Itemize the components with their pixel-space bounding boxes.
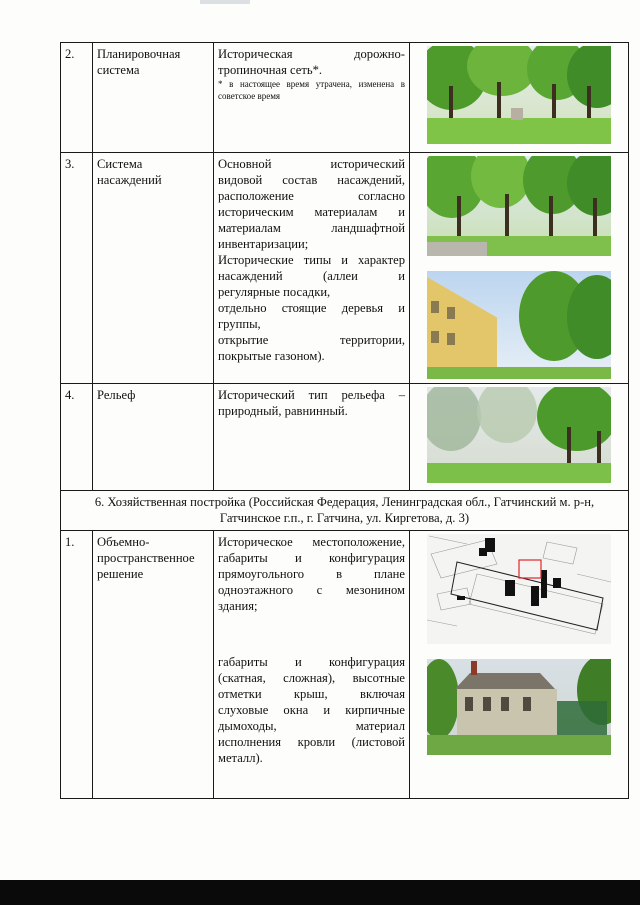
row-images <box>410 531 629 799</box>
description-line: природный, равнинный. <box>218 404 348 418</box>
row-number: 3. <box>61 153 93 384</box>
row-description <box>214 43 410 153</box>
description-line: регулярные посадки, <box>218 285 331 299</box>
description-line: слуховые окна и кирпичные <box>218 703 405 717</box>
outbuilding-photo <box>427 659 611 755</box>
row-name-line: Система <box>97 157 143 171</box>
row-name-line: Объемно- <box>97 535 150 549</box>
row-name-line: система <box>97 63 140 77</box>
description-line: металл). <box>218 751 263 765</box>
section-title: 6. Хозяйственная постройка (Российская Федерация, Ленинградская обл., Гатчинский м. р-н, Гатчинское г.п., г. Гатчина, ул. Киргетова, д. 3) <box>61 491 629 531</box>
description-line: Основной исторический <box>218 157 405 171</box>
flat-relief-photo <box>427 387 611 483</box>
row-name <box>93 153 214 384</box>
table-row <box>61 153 629 384</box>
footnote: * в настоящее время утрачена, изменена в советское время <box>218 79 405 101</box>
site-plan-drawing <box>427 534 611 644</box>
yellow-building-photo <box>427 271 611 379</box>
location-marker <box>519 560 541 578</box>
description-line: насаждений (аллеи и <box>218 269 405 283</box>
scan-artifact <box>200 0 250 4</box>
description-line: историческим материалам и <box>218 205 405 219</box>
section-row <box>61 491 629 531</box>
table-row <box>61 384 629 491</box>
row-description <box>214 153 410 384</box>
row-images <box>410 43 629 153</box>
description-line: габариты и конфигурация <box>218 551 405 565</box>
description-line: исполнения кровли (листовой <box>218 735 405 749</box>
scan-border <box>0 880 640 905</box>
site-plan-map <box>427 534 611 644</box>
description-line: видовой состав насаждений, <box>218 173 405 187</box>
description-line: одноэтажного с мезонином <box>218 583 405 597</box>
row-name-line: Планировочная <box>97 47 181 61</box>
description-line: материалам ландшафтной <box>218 221 405 235</box>
description-line: Историческая дорожно- <box>218 47 405 61</box>
row-description <box>214 531 410 799</box>
description-line: открытие территории, <box>218 333 405 347</box>
description-line: Исторический тип рельефа – <box>218 388 405 402</box>
row-images <box>410 384 629 491</box>
tree-avenue-photo <box>427 156 611 256</box>
row-name <box>93 531 214 799</box>
description-line: здания; <box>218 599 258 613</box>
row-name <box>93 43 214 153</box>
row-name-line: решение <box>97 567 144 581</box>
row-number: 2. <box>61 43 93 153</box>
description-line: тропиночная сеть*. <box>218 63 323 77</box>
description-line: группы, <box>218 317 261 331</box>
description-line: покрытые газоном). <box>218 349 325 363</box>
row-name-line: насаждений <box>97 173 162 187</box>
description-line: габариты и конфигурация <box>218 655 405 669</box>
description-line: инвентаризации; <box>218 237 309 251</box>
row-name-line: Рельеф <box>97 388 136 402</box>
description-line: расположение согласно <box>218 189 405 203</box>
row-description <box>214 384 410 491</box>
description-line: дымоходы, материал <box>218 719 405 733</box>
description-line: (скатная, сложная), высотные <box>218 671 405 685</box>
heritage-table <box>60 42 629 799</box>
description-line: Историческое местоположение, <box>218 535 405 549</box>
row-number: 1. <box>61 531 93 799</box>
description-line: прямоугольного в плане <box>218 567 405 581</box>
row-name-line: пространственное <box>97 551 195 565</box>
row-images <box>410 153 629 384</box>
description-line: Исторические типы и характер <box>218 253 405 267</box>
park-alley-photo <box>427 46 611 144</box>
row-number: 4. <box>61 384 93 491</box>
description-line: отметки крыш, включая <box>218 687 405 701</box>
row-name <box>93 384 214 491</box>
table-row <box>61 531 629 799</box>
table-row <box>61 43 629 153</box>
description-line: отдельно стоящие деревья и <box>218 301 405 315</box>
